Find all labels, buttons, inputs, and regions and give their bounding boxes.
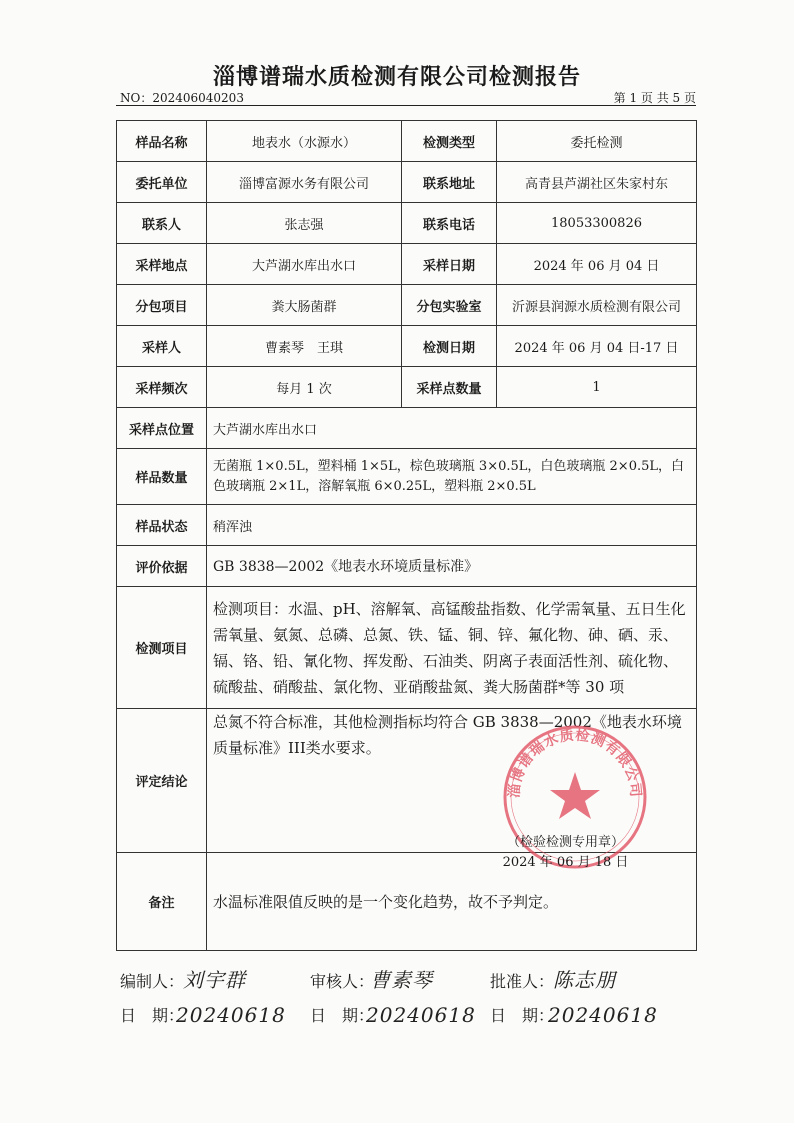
test-date: 2024 年 06 月 04 日-17 日 bbox=[497, 326, 697, 367]
field-label: 委托单位 bbox=[117, 162, 207, 203]
editor-date: 20240618 bbox=[176, 1003, 286, 1027]
page-info: 第 1 页 共 5 页 bbox=[613, 91, 696, 105]
client: 淄博富源水务有限公司 bbox=[207, 162, 402, 203]
field-label: 备注 bbox=[117, 853, 207, 951]
field-label: 检测项目 bbox=[117, 587, 207, 709]
field-label: 样品名称 bbox=[117, 121, 207, 162]
field-label: 评价依据 bbox=[117, 546, 207, 587]
sample-quantity: 无菌瓶 1×0.5L，塑料桶 1×5L，棕色玻璃瓶 3×0.5L，白色玻璃瓶 2×0.5L，白色玻璃瓶 2×1L，溶解氧瓶 6×0.25L，塑料瓶 2×0.5L bbox=[207, 449, 697, 505]
field-label: 分包项目 bbox=[117, 285, 207, 326]
field-label: 采样频次 bbox=[117, 367, 207, 408]
report-number: NO：202406040203 bbox=[120, 91, 244, 105]
date-label: 日 期： bbox=[490, 1006, 555, 1025]
contact: 张志强 bbox=[207, 203, 402, 244]
field-label: 评定结论 bbox=[117, 709, 207, 853]
field-label: 检测日期 bbox=[402, 326, 497, 367]
editor-label: 编制人： bbox=[120, 972, 185, 991]
reviewer-signature: 曹素琴 bbox=[370, 968, 433, 992]
svg-text:淄博谱瑞水质检测有限公司: 淄博谱瑞水质检测有限公司 bbox=[506, 727, 644, 799]
field-label: 采样人 bbox=[117, 326, 207, 367]
reviewer-date: 20240618 bbox=[366, 1003, 476, 1027]
table-row bbox=[117, 408, 697, 449]
remark: 水温标准限值反映的是一个变化趋势，故不予判定。 bbox=[207, 853, 697, 951]
table-row bbox=[117, 587, 697, 709]
report-title: 淄博谱瑞水质检测有限公司检测报告 bbox=[212, 64, 581, 90]
test-type: 委托检测 bbox=[497, 121, 697, 162]
reviewer-label: 审核人： bbox=[310, 972, 375, 991]
field-label: 采样日期 bbox=[402, 244, 497, 285]
field-label: 分包实验室 bbox=[402, 285, 497, 326]
subcontract-item: 粪大肠菌群 bbox=[207, 285, 402, 326]
subcontract-lab: 沂源县润源水质检测有限公司 bbox=[497, 285, 697, 326]
conclusion: 总氮不符合标准，其他检测指标均符合 GB 3838—2002《地表水环境质量标准》III类水要求。 bbox=[207, 709, 697, 853]
test-items: 检测项目：水温、pH、溶解氧、高锰酸盐指数、化学需氧量、五日生化需氧量、氨氮、总磷、总氮、铁、锰、铜、锌、氟化物、砷、硒、汞、镉、铬、铅、氰化物、挥发酚、石油类、阴离子表面活性剂、硫化物、硫酸盐、硝酸盐、氯化物、亚硝酸盐氮、粪大肠菌群*等 30 项 bbox=[207, 587, 697, 709]
editor-signature: 刘宇群 bbox=[183, 968, 246, 992]
approver-signature: 陈志朋 bbox=[553, 968, 616, 992]
field-label: 采样地点 bbox=[117, 244, 207, 285]
field-label: 样品数量 bbox=[117, 449, 207, 505]
date-label: 日 期： bbox=[120, 1006, 185, 1025]
stamp-note: （检验检测专用章） bbox=[506, 835, 624, 850]
table-row bbox=[117, 285, 697, 326]
table-row bbox=[117, 449, 697, 505]
table-row bbox=[117, 121, 697, 162]
approver-date: 20240618 bbox=[548, 1003, 658, 1027]
sampling-date: 2024 年 06 月 04 日 bbox=[497, 244, 697, 285]
sample-name: 地表水（水源水） bbox=[207, 121, 402, 162]
sampling-frequency: 每月 1 次 bbox=[207, 367, 402, 408]
field-label: 联系人 bbox=[117, 203, 207, 244]
field-label: 联系地址 bbox=[402, 162, 497, 203]
table-row bbox=[117, 244, 697, 285]
sampling-location: 大芦湖水库出水口 bbox=[207, 408, 697, 449]
table-row bbox=[117, 326, 697, 367]
table-row bbox=[117, 203, 697, 244]
phone: 18053300826 bbox=[497, 203, 697, 244]
table-row bbox=[117, 367, 697, 408]
field-label: 采样点位置 bbox=[117, 408, 207, 449]
sampler: 曹素琴 王琪 bbox=[207, 326, 402, 367]
field-label: 采样点数量 bbox=[402, 367, 497, 408]
field-label: 检测类型 bbox=[402, 121, 497, 162]
table-row bbox=[117, 546, 697, 587]
date-label: 日 期： bbox=[310, 1006, 375, 1025]
field-label: 样品状态 bbox=[117, 505, 207, 546]
sample-state: 稍浑浊 bbox=[207, 505, 697, 546]
table-row bbox=[117, 162, 697, 203]
address: 高青县芦湖社区朱家村东 bbox=[497, 162, 697, 203]
report-table bbox=[116, 120, 697, 951]
sampling-points: 1 bbox=[497, 367, 697, 408]
table-row bbox=[117, 505, 697, 546]
evaluation-basis: GB 3838—2002《地表水环境质量标准》 bbox=[207, 546, 697, 587]
stamp-date: 2024 年 06 月 18 日 bbox=[502, 855, 629, 870]
header-rule bbox=[116, 105, 696, 106]
sampling-site: 大芦湖水库出水口 bbox=[207, 244, 402, 285]
approver-label: 批准人： bbox=[490, 972, 555, 991]
field-label: 联系电话 bbox=[402, 203, 497, 244]
